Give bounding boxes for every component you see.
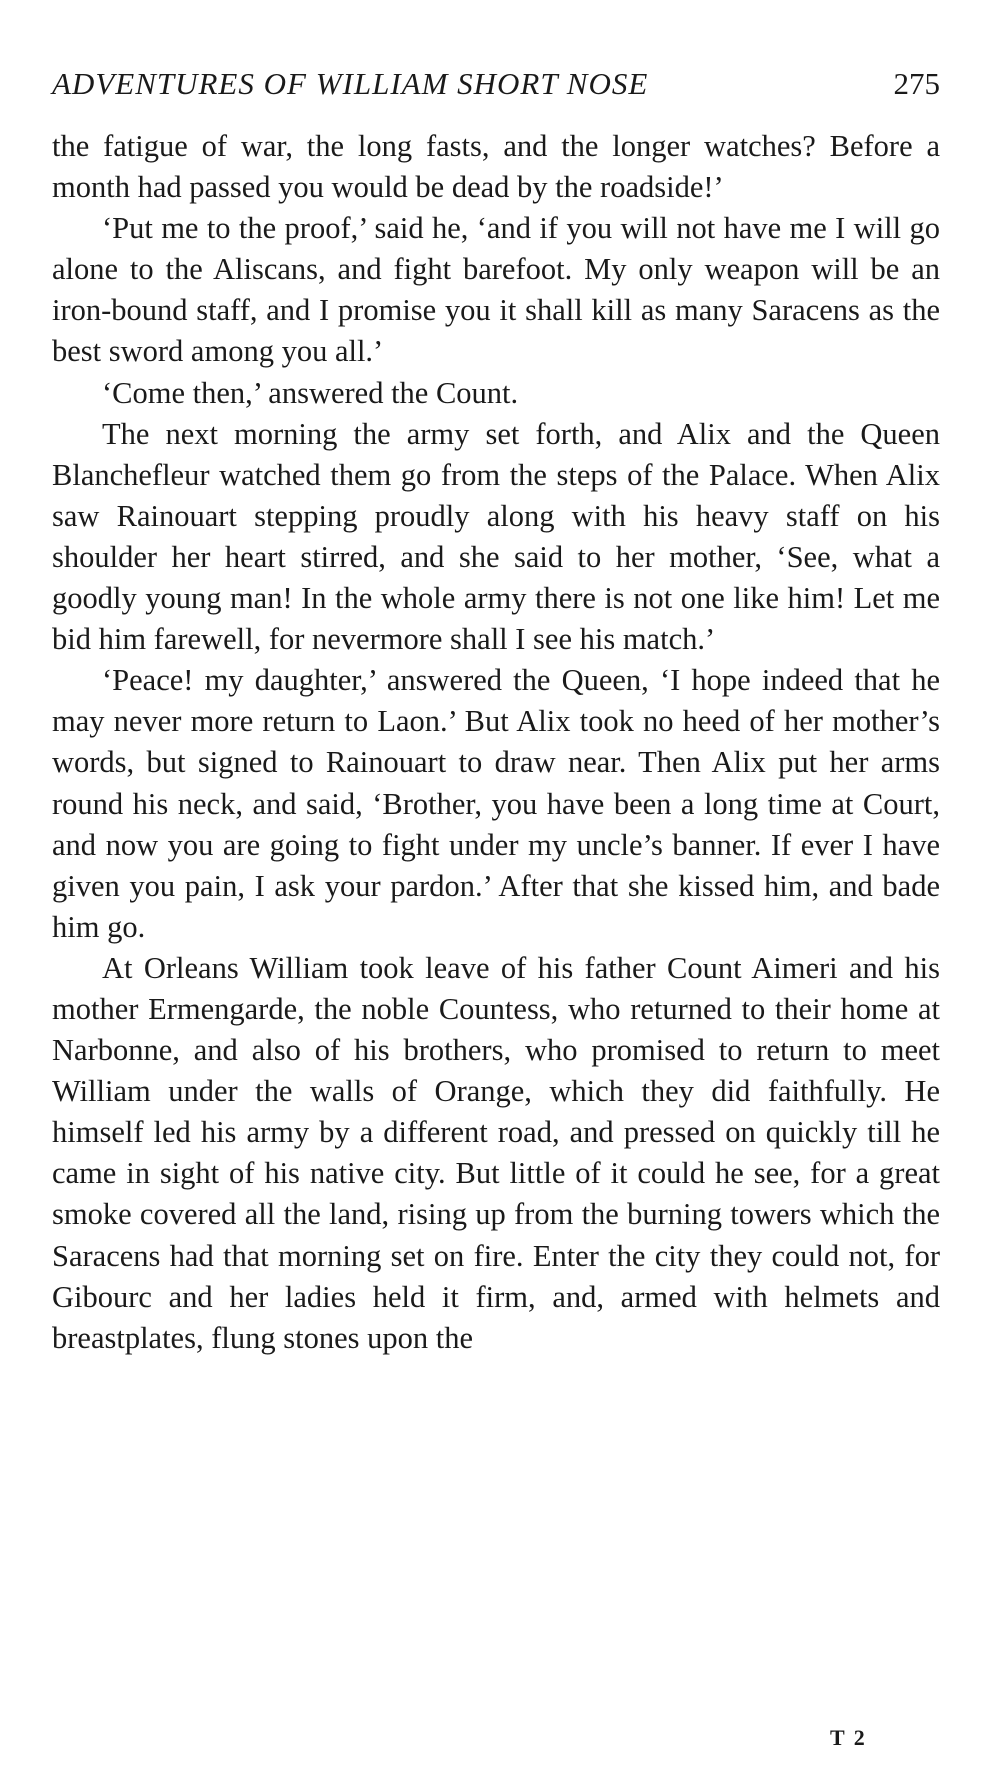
body-text [52,126,940,1359]
paragraph: ‘Put me to the proof,’ said he, ‘and if you will not have me I will go alone to the Aliscans, and fight barefoot. My only weapon will be an iron-bound staff, and I promise you it shall kill as many Saracens as the best sword among you all.’ [52,211,940,369]
paragraph: The next morning the army set forth, and Alix and the Queen Blanchefleur watched them go from the steps of the Palace. When Alix saw Rainouart stepping proudly along with his heavy staff on his shoulder her heart stirred, and she said to her mother, ‘See, what a goodly young man! In the whole army there is not one like him! Let me bid him farewell, for nevermore shall I see his match.’ [52,416,940,657]
signature-mark: T 2 [830,1725,867,1750]
book-page [52,58,940,1359]
paragraph: the fatigue of war, the long fasts, and the longer watches? Before a month had passed you would be dead by the roadside!’ [52,129,940,205]
page-number: 275 [893,66,940,101]
running-head [52,58,940,110]
paragraph: ‘Come then,’ answered the Count. [102,375,519,410]
running-title: ADVENTURES OF WILLIAM SHORT NOSE [52,66,649,101]
paragraph: At Orleans William took leave of his father Count Aimeri and his mother Ermengarde, the noble Countess, who returned to their home at Narbonne, and also of his brothers, who promised to return to meet William under the walls of Orange, which they did faithfully. He himself led his army by a different road, and pressed on quickly till he came in sight of his native city. But little of it could he see, for a great smoke covered all the land, rising up from the burning towers which the Saracens had that morning set on fire. Enter the city they could not, for Gibourc and her ladies held it firm, and, armed with helmets and breastplates, flung stones upon the [52,950,940,1355]
paragraph: ‘Peace! my daughter,’ answered the Queen, ‘I hope indeed that he may never more return to Laon.’ But Alix took no heed of her mother’s words, but signed to Rainouart to draw near. Then Alix put her arms round his neck, and said, ‘Brother, you have been a long time at Court, and now you are going to fight under my uncle’s banner. If ever I have given you pain, I ask your pardon.’ After that she kissed him, and bade him go. [52,663,940,944]
